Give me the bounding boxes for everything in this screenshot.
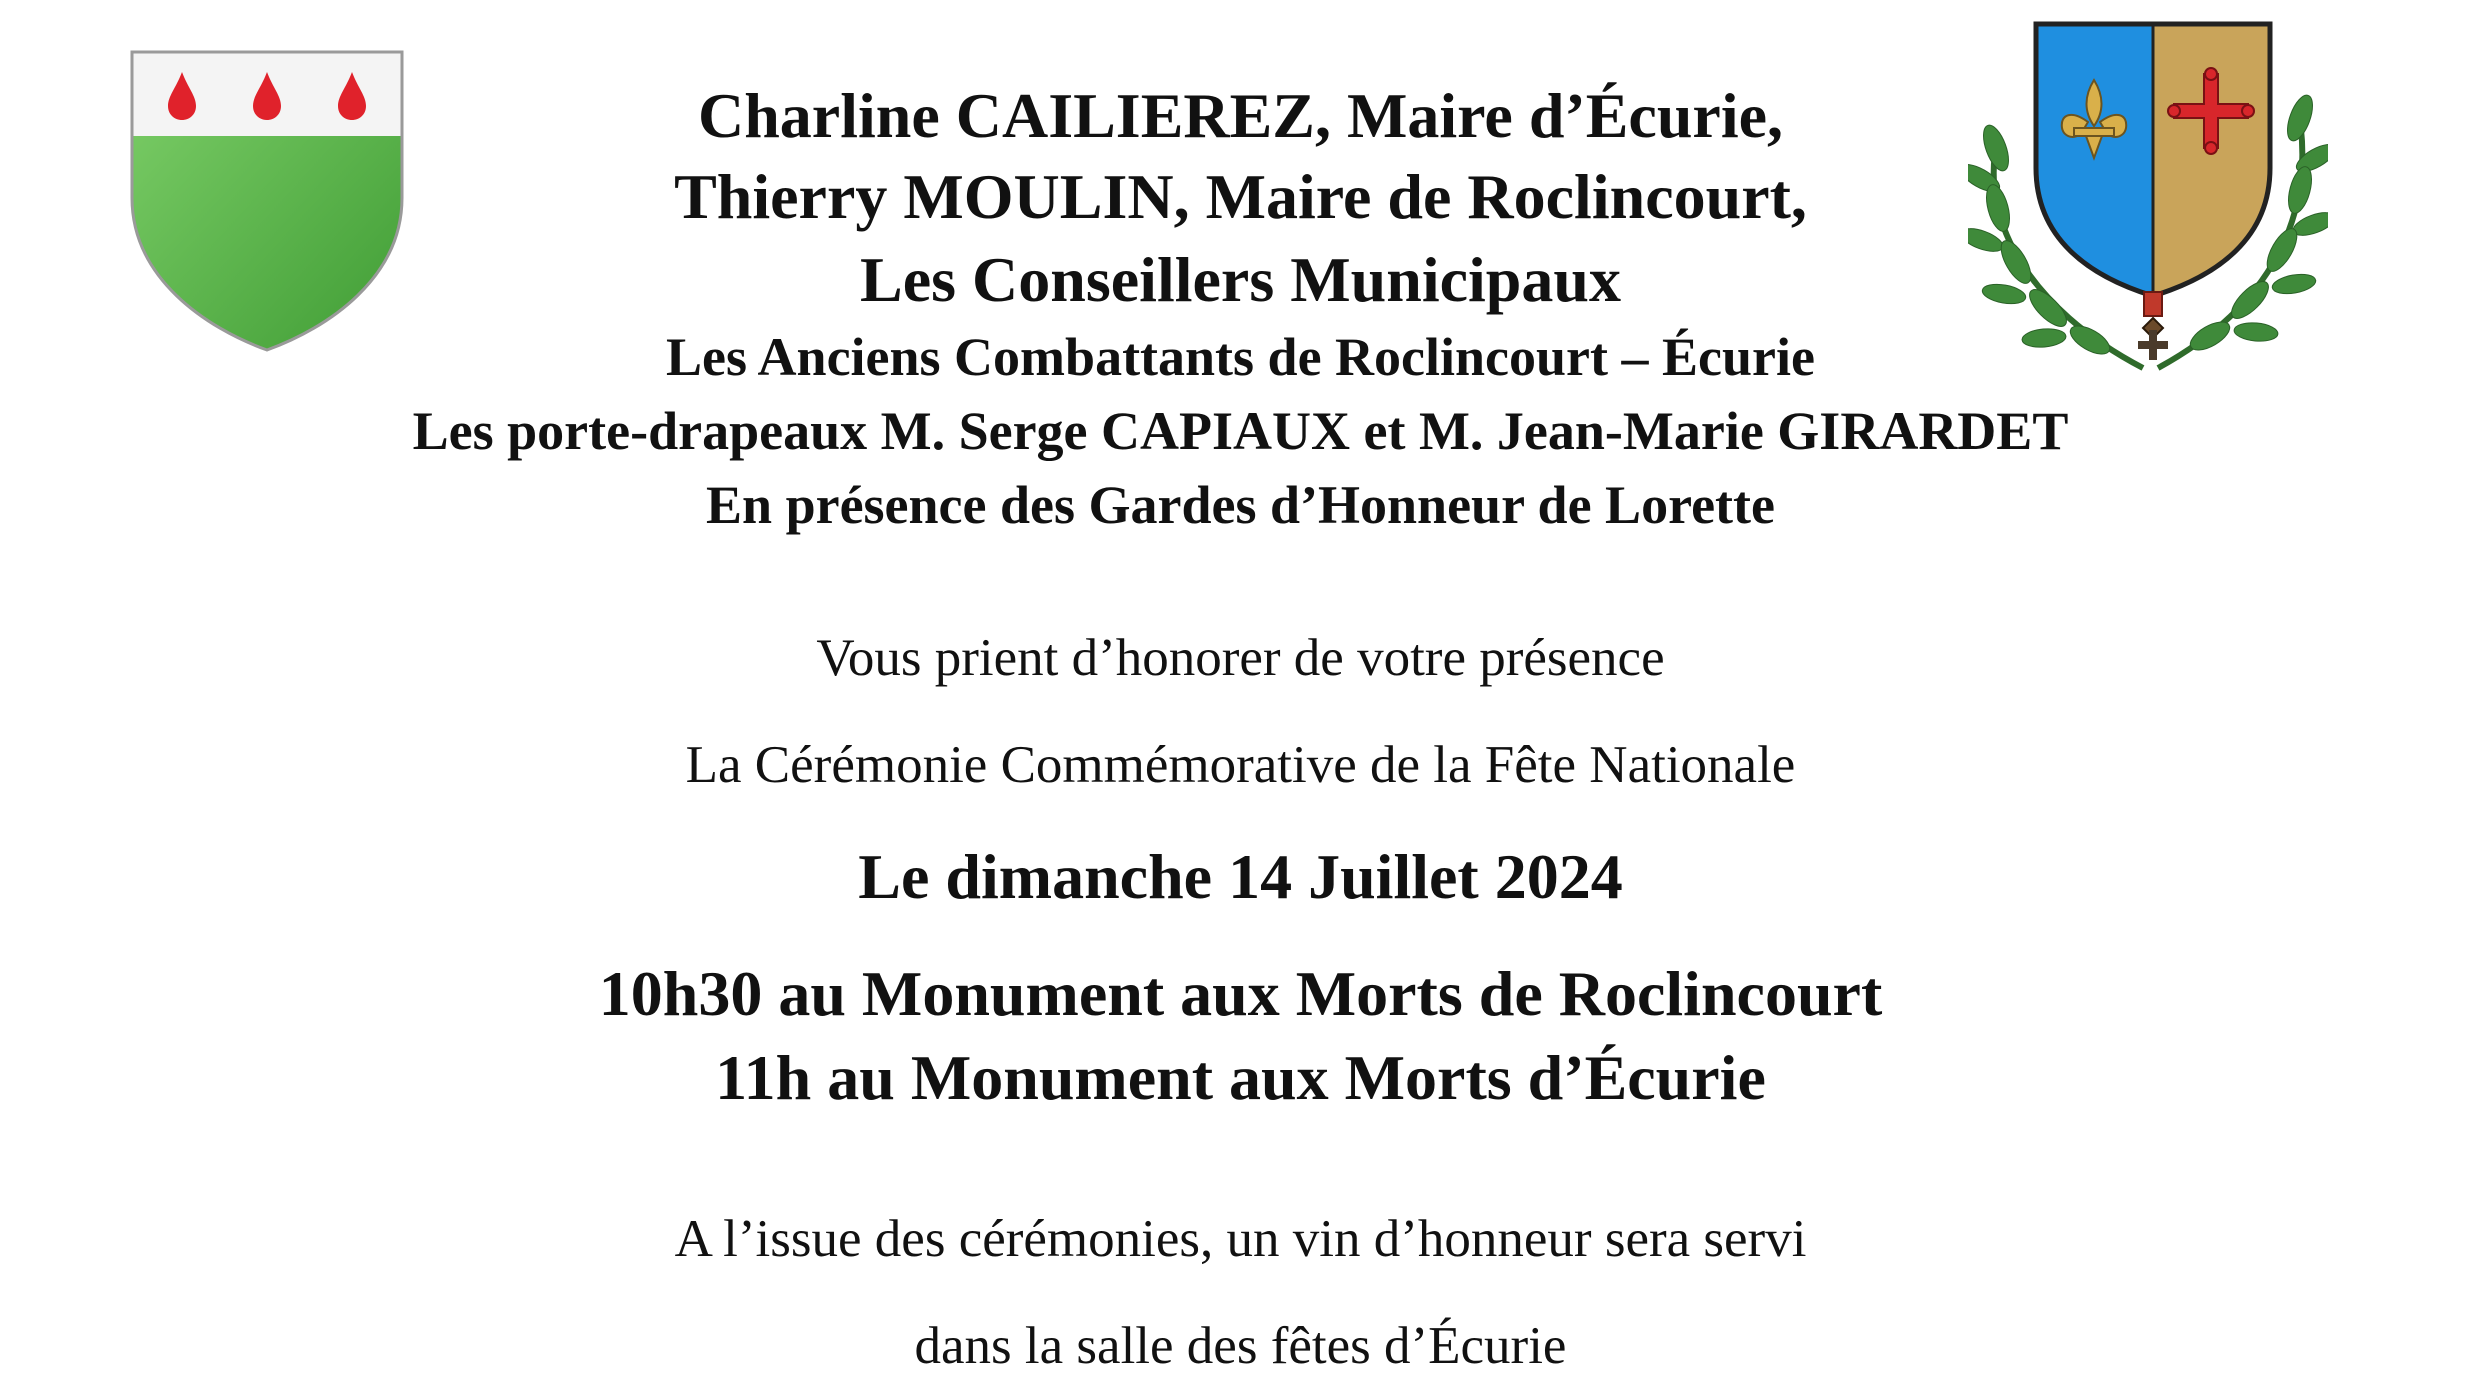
flag-bearers-line: Les porte-drapeaux M. Serge CAPIAUX et M. Jean-Marie GIRARDET	[412, 401, 2069, 461]
reception-line: A l’issue des cérémonies, un vin d’honneur sera servi	[674, 1210, 1807, 1268]
mayor-ecurie-line: Charline CAILIEREZ, Maire d’Écurie,	[697, 80, 1784, 151]
veterans-line: Les Anciens Combattants de Roclincourt – Écurie	[666, 327, 1815, 387]
event-date: Le dimanche 14 Juillet 2024	[858, 841, 1623, 912]
mayor-roclincourt-line: Thierry MOULIN, Maire de Roclincourt,	[674, 161, 1807, 232]
venue-line: dans la salle des fêtes d’Écurie	[914, 1317, 1567, 1375]
event-time-ecurie: 11h au Monument aux Morts d’Écurie	[715, 1042, 1766, 1113]
honor-guards-line: En présence des Gardes d’Honneur de Lorette	[706, 475, 1775, 535]
councillors-line: Les Conseillers Municipaux	[860, 244, 1621, 315]
event-time-roclincourt: 10h30 au Monument aux Morts de Roclincourt	[598, 958, 1883, 1029]
invitation-line: Vous prient d’honorer de votre présence	[816, 629, 1665, 687]
ceremony-line: La Cérémonie Commémorative de la Fête Nationale	[685, 736, 1796, 794]
